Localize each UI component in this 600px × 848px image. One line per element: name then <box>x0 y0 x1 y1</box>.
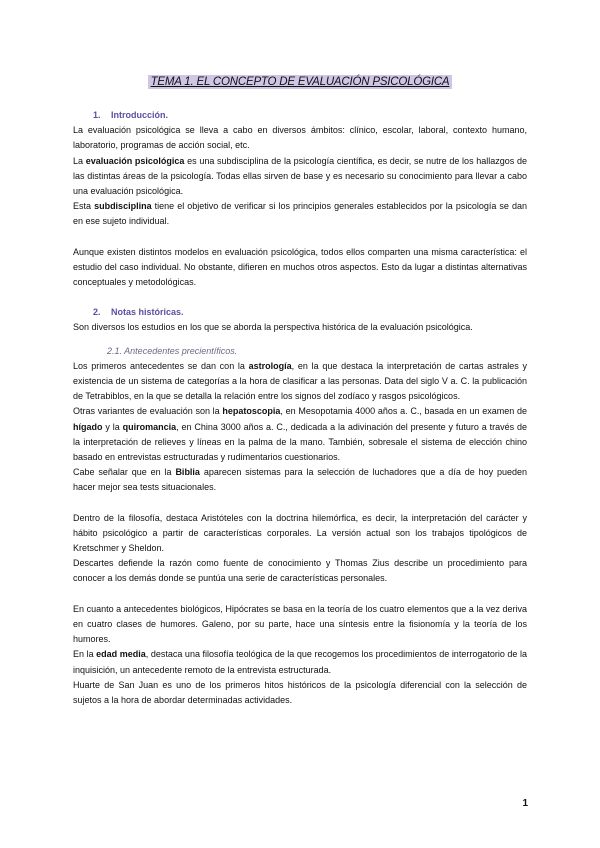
s1-paragraph-4: Aunque existen distintos modelos en evaluación psicológica, todos ellos comparten una misma característica: el estudio del caso individual. No obstante, difieren en muchos otros aspectos. Esto da lugar a distintas alternativas conceptuales y metodológicas. <box>73 246 527 288</box>
s2-intro: Son diversos los estudios en los que se aborda la perspectiva histórica de la evaluación psicológica. <box>73 322 473 333</box>
s1-p3-text-c: tiene el objetivo de verificar si los principios generales establecidos por la psicología se dan en ese sujeto individual. <box>73 201 527 227</box>
s2-p2-text-e: y la <box>102 421 123 432</box>
section-1-heading <box>73 108 527 123</box>
s2-paragraph-1 <box>73 359 527 405</box>
s2-paragraph-8: Huarte de San Juan es uno de los primeros hitos históricos de la psicología diferencial con la selección de sujetos a la hora de abordar determinadas actividades. <box>73 679 527 705</box>
s1-p2-bold: evaluación psicológica <box>85 155 185 166</box>
s2-p2-text-c: , en Mesopotamia 4000 años a. C., basada en un examen de <box>280 406 527 417</box>
s2-p2-text-a: Otras variantes de evaluación son la <box>73 406 223 417</box>
s1-paragraph-3 <box>73 199 527 229</box>
s1-paragraph-1: La evaluación psicológica se lleva a cabo en diversos ámbitos: clínico, escolar, laboral, contexto humano, laboratorio, programas de acción social, etc. <box>73 125 527 151</box>
subsection-2-1-heading: 2.1. Antecedentes precientíficos. <box>107 345 238 356</box>
s2-paragraph-6: En cuanto a antecedentes biológicos, Hipócrates se basa en la teoría de los cuatro elementos que a la vez deriva en cuatro clases de humores. Galeno, por su parte, hace una síntesis entre la fisionomía y la teoría de los humores. <box>73 603 527 645</box>
s2-p2-bold-b: hepatoscopia <box>222 406 281 417</box>
s2-paragraph-5: Descartes defiende la razón como fuente de conocimiento y Thomas Zius describe un procedimiento para conocer a los demás donde se puntúa una serie de características personales. <box>73 558 527 584</box>
s1-p2-text-a: La <box>73 155 86 166</box>
document-title: TEMA 1. EL CONCEPTO DE EVALUACIÓN PSICOLÓGICA <box>148 75 453 89</box>
s2-p3-text-c: aparecen sistemas para la selección de luchadores que a día de hoy pueden hacer mejor sea tests situacionales. <box>73 467 527 493</box>
s2-p1-text-c: , en la que destaca la interpretación de cartas astrales y existencia de un sistema de categorías a la hora de clasificar a las personas. Data del siglo V a. C. la publicación de Tetrabiblos, en la que se detalla la relación entre los signos del zodíaco y rasgos psicológicos. <box>73 360 527 402</box>
s2-p2-text-g: , en China 3000 años a. C., dedicada a la adivinación del presente y futuro a través de la interpretación de relieves y líneas en la palma de la mano. También, sobresale el sistema de elección chino basado en entrevistas estructuradas y rudimentarios cuestionarios. <box>73 421 527 463</box>
s2-p1-bold: astrología <box>248 360 292 371</box>
s2-p7-text-a: En la <box>73 649 97 660</box>
s2-p2-bold-d: hígado <box>73 421 103 432</box>
page-number: 1 <box>522 798 528 809</box>
s2-p3-text-a: Cabe señalar que en la <box>73 467 176 478</box>
section-2-heading <box>73 305 527 320</box>
section-1-number: 1. <box>93 110 101 120</box>
document-body <box>73 108 527 708</box>
s2-paragraph-7 <box>73 647 527 677</box>
s2-paragraph-3 <box>73 465 527 495</box>
s2-paragraph-2 <box>73 404 527 465</box>
s2-p3-bold: Biblia <box>175 467 200 478</box>
section-2-title: Notas históricas. <box>111 307 184 318</box>
section-1-title: Introducción. <box>111 110 168 120</box>
s2-p2-bold-f: quiromancia <box>122 421 177 432</box>
s1-p2-text-c: es una subdisciplina de la psicología científica, es decir, se nutre de los hallazgos de las distintas áreas de la psicología. Todas ellas sirven de base y es necesario su conocimiento para llevar a cabo una evaluación psicológica. <box>73 155 527 197</box>
s2-p1-text-a: Los primeros antecedentes se dan con la <box>73 360 249 371</box>
s1-paragraph-2 <box>73 154 527 200</box>
s2-p7-bold: edad media <box>96 649 146 660</box>
title-wrap <box>0 72 600 90</box>
s1-p3-bold: subdisciplina <box>94 201 152 212</box>
s1-p3-text-a: Esta <box>73 201 95 212</box>
s2-p7-text-c: , destaca una filosofía teológica de la que recogemos los procedimientos de interrogatorio de la inquisición, un antecedente remoto de la entrevista estructurada. <box>73 649 528 675</box>
s2-paragraph-4: Dentro de la filosofía, destaca Aristóteles con la doctrina hilemórfica, es decir, la interpretación del carácter y hábito psicológico a partir de características corporales. La versión actual son los trabajos tipológicos de Kretschmer y Sheldon. <box>73 512 527 554</box>
section-2-number: 2. <box>93 307 101 318</box>
